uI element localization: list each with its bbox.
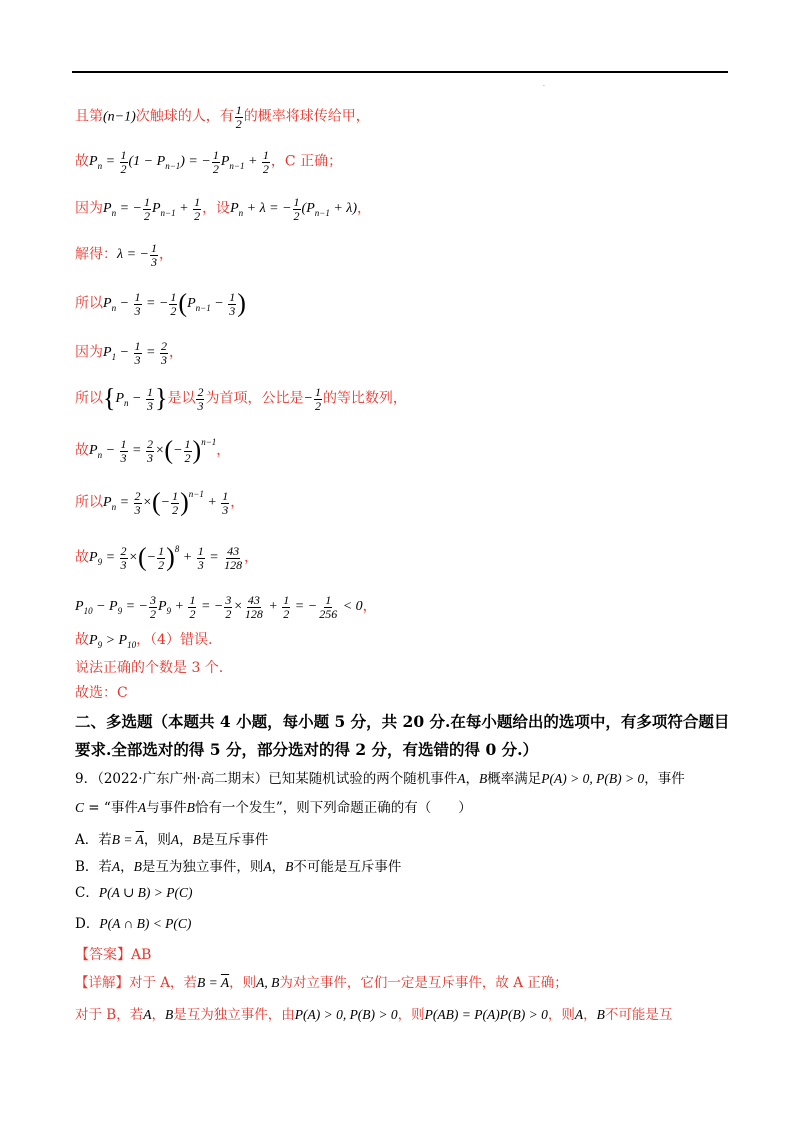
question-9-stem-line-2: C = “事件A与事件B恰有一个发生”，则下列命题正确的有（ ） — [75, 800, 472, 816]
section-heading-line-1: 二、多选题（本题共 4 小题，每小题 5 分，共 20 分.在每小题给出的选项中，有多项符合题目 — [75, 712, 730, 731]
solution-line-12: 故$P_9 > P_{10}$，（4）错误. — [75, 632, 213, 650]
solution-line-13: 说法正确的个数是 3 个. — [75, 660, 224, 676]
solution-line-4: 解得：λ = − $\frac{1}{3}$ ， — [75, 241, 173, 269]
solution-line-11: $P_{10} - P_9$ = − $\frac{3}{2}$ $P_9$ + $\frac{1}{2}$ = − $\frac{3}{2}$ × $\frac{43}{128}$ + $\frac{1}{2}$ = − $\frac{1}{256}$ < 0， — [75, 593, 377, 621]
page-mark: · — [543, 83, 545, 90]
question-9-stem-line-1: 9．（2022·广东广州·高二期末）已知某随机试验的两个随机事件A，B概率满足P(A) > 0, P(B) > 0，事件 — [75, 771, 685, 787]
solution-line-14: 故选：C — [75, 685, 128, 701]
answer: 【答案】AB — [75, 947, 152, 963]
solution-line-6: 因为$P_1$ − $\frac{1}{3}$ = $\frac{2}{3}$ ， — [75, 339, 183, 367]
detail-line-1: 【详解】对于 A，若$B = \overline{A}$，则A, B为对立事件，它们一定是互斥事件，故 A 正确； — [75, 975, 568, 991]
solution-line-3: 因为$P_n$ = − $\frac{1}{2}$ $P_{n-1}$ + $\frac{1}{2}$ ，设$P_n + \lambda$ = − $\frac{1}{2}$ $(P_{n-1} + \lambda)$， — [75, 195, 372, 223]
solution-line-10: 故$P_9$ = $\frac{2}{3}$ ×(− $\frac{1}{2}$ )$^8$ + $\frac{1}{3}$ = $\frac{43}{128}$ ， — [75, 542, 259, 572]
option-d: D．P(A ∩ B) < P(C) — [75, 916, 192, 932]
solution-line-2: 故$P_n$ = $\frac{1}{2}$ $(1 - P_{n-1})$ = − $\frac{1}{2}$ $P_{n-1}$ + $\frac{1}{2}$ ，C 正确； — [75, 148, 343, 176]
section-heading-line-2: 要求.全部选对的得 5 分，部分选对的得 2 分，有选错的得 0 分.） — [75, 740, 539, 759]
solution-line-1: 且第(n−1)次触球的人，有 $\frac{1}{2}$ 的概率将球传给甲， — [75, 103, 370, 131]
header-divider — [72, 71, 728, 73]
option-c: C．P(A ∪ B) > P(C) — [75, 885, 193, 901]
solution-line-5: 所以$P_n$ − $\frac{1}{3}$ = − $\frac{1}{2}$ ($P_{n-1}$ − $\frac{1}{3}$ ) — [75, 288, 246, 318]
option-b: B．若A，B是互为独立事件，则A，B不可能是互斥事件 — [75, 859, 402, 875]
option-a: A．若$B = \overline{A}$，则A，B是互斥事件 — [75, 832, 269, 848]
detail-line-2: 对于 B，若A，B是互为独立事件，由P(A) > 0, P(B) > 0，则P(AB) = P(A)P(B) > 0，则A，B不可能是互 — [75, 1007, 673, 1023]
solution-line-8: 故$P_n$ − $\frac{1}{3}$ = $\frac{2}{3}$ ×(− $\frac{1}{2}$ )$^{n-1}$， — [75, 435, 231, 465]
solution-line-7: 所以{$P_n$ − $\frac{1}{3}$ }是以 $\frac{2}{3}$ 为首项，公比是− $\frac{1}{2}$ 的等比数列， — [75, 383, 407, 413]
solution-line-9: 所以$P_n$ = $\frac{2}{3}$ ×(− $\frac{1}{2}$ )$^{n-1}$ + $\frac{1}{3}$ ， — [75, 487, 245, 517]
